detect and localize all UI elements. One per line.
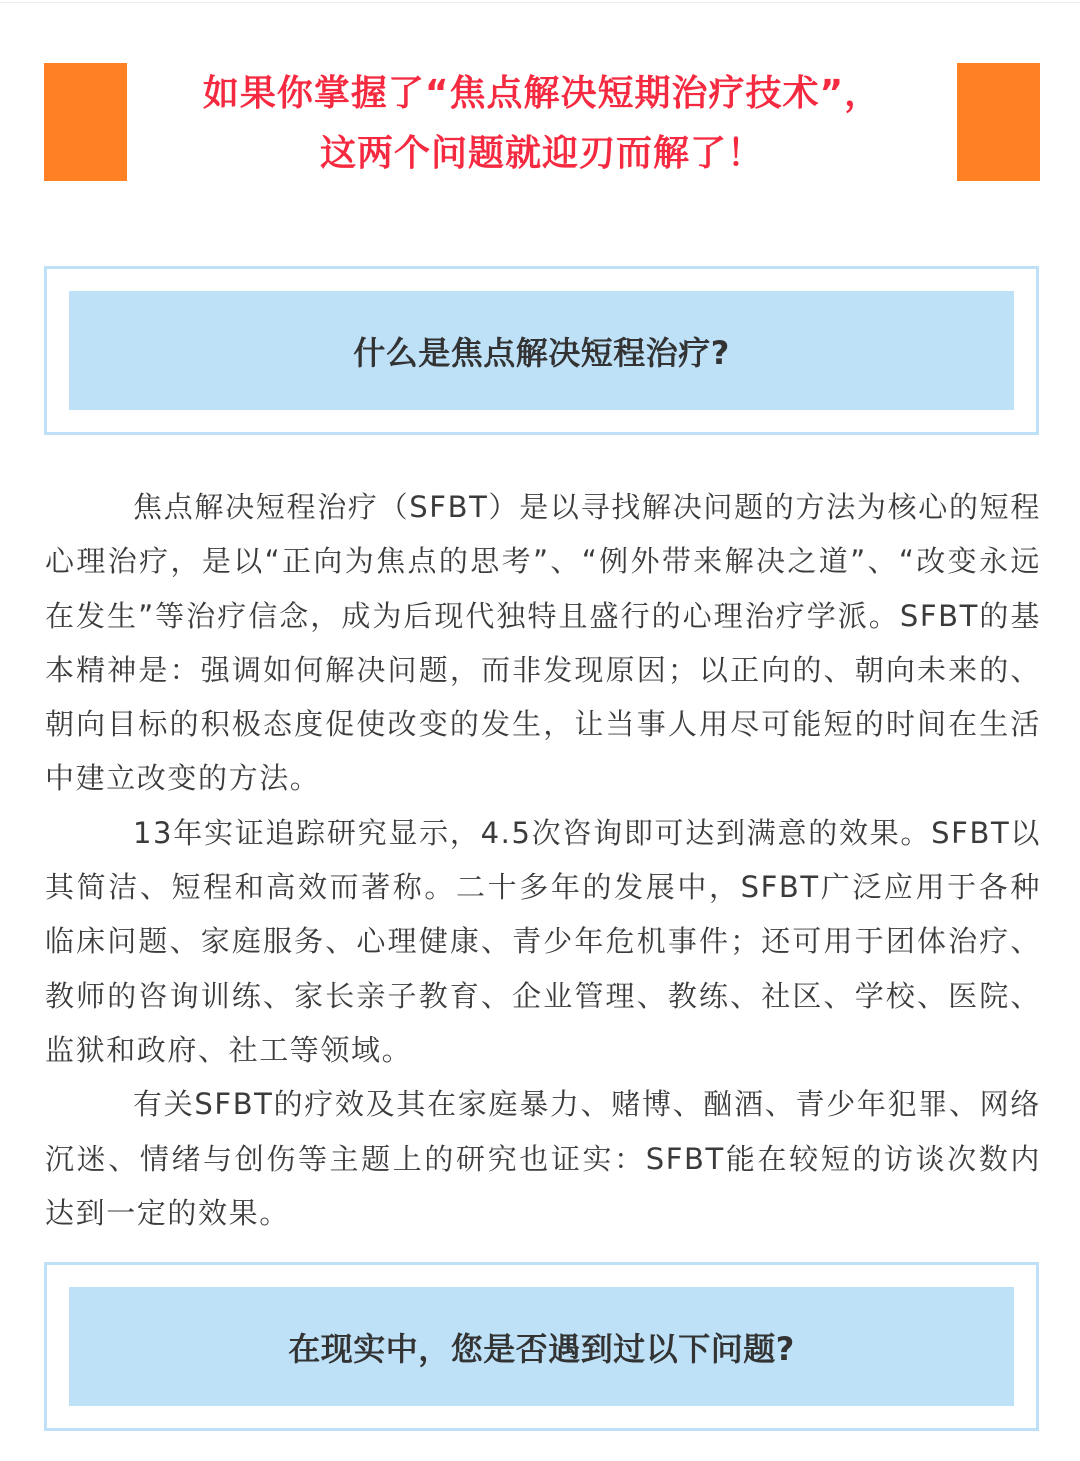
- top-divider: [0, 2, 1080, 3]
- headline: [127, 64, 957, 184]
- section-title-box-problems: [44, 1262, 1039, 1431]
- article-body: [45, 480, 1041, 1240]
- headline-line-1: 如果你掌握了“焦点解决短期治疗技术”，: [202, 73, 882, 114]
- paragraph-research: 13年实证追踪研究显示，4.5次咨询即可达到满意的效果。SFBT以其简洁、短程和高效而著称。二十多年的发展中，SFBT广泛应用于各种临床问题、家庭服务、心理健康、青少年危机事件；还可用于团体治疗、教师的咨询训练、家长亲子教育、企业管理、教练、社区、学校、医院、监狱和政府、社工等领域。: [45, 815, 1041, 1067]
- section-title-banner: [69, 1287, 1014, 1406]
- section-title-box-what-is-sfbt: [44, 266, 1039, 435]
- section-title: 什么是焦点解决短程治疗?: [353, 333, 730, 372]
- accent-block-left: [44, 63, 127, 181]
- headline-line-2: 这两个问题就迎刃而解了！: [319, 133, 764, 174]
- paragraph-intro: 焦点解决短程治疗（SFBT）是以寻找解决问题的方法为核心的短程心理治疗，是以“正向为焦点的思考”、“例外带来解决之道”、“改变永远在发生”等治疗信念，成为后现代独特且盛行的心理治疗学派。SFBT的基本精神是：强调如何解决问题，而非发现原因；以正向的、朝向未来的、朝向目标的积极态度促使改变的发生，让当事人用尽可能短的时间在生活中建立改变的方法。: [45, 490, 1041, 796]
- paragraph-efficacy: 有关SFBT的疗效及其在家庭暴力、赌博、酗酒、青少年犯罪、网络沉迷、情绪与创伤等主题上的研究也证实：SFBT能在较短的访谈次数内达到一定的效果。: [45, 1087, 1041, 1230]
- section-title: 在现实中，您是否遇到过以下问题?: [288, 1329, 795, 1368]
- accent-block-right: [957, 63, 1040, 181]
- section-title-banner: [69, 291, 1014, 410]
